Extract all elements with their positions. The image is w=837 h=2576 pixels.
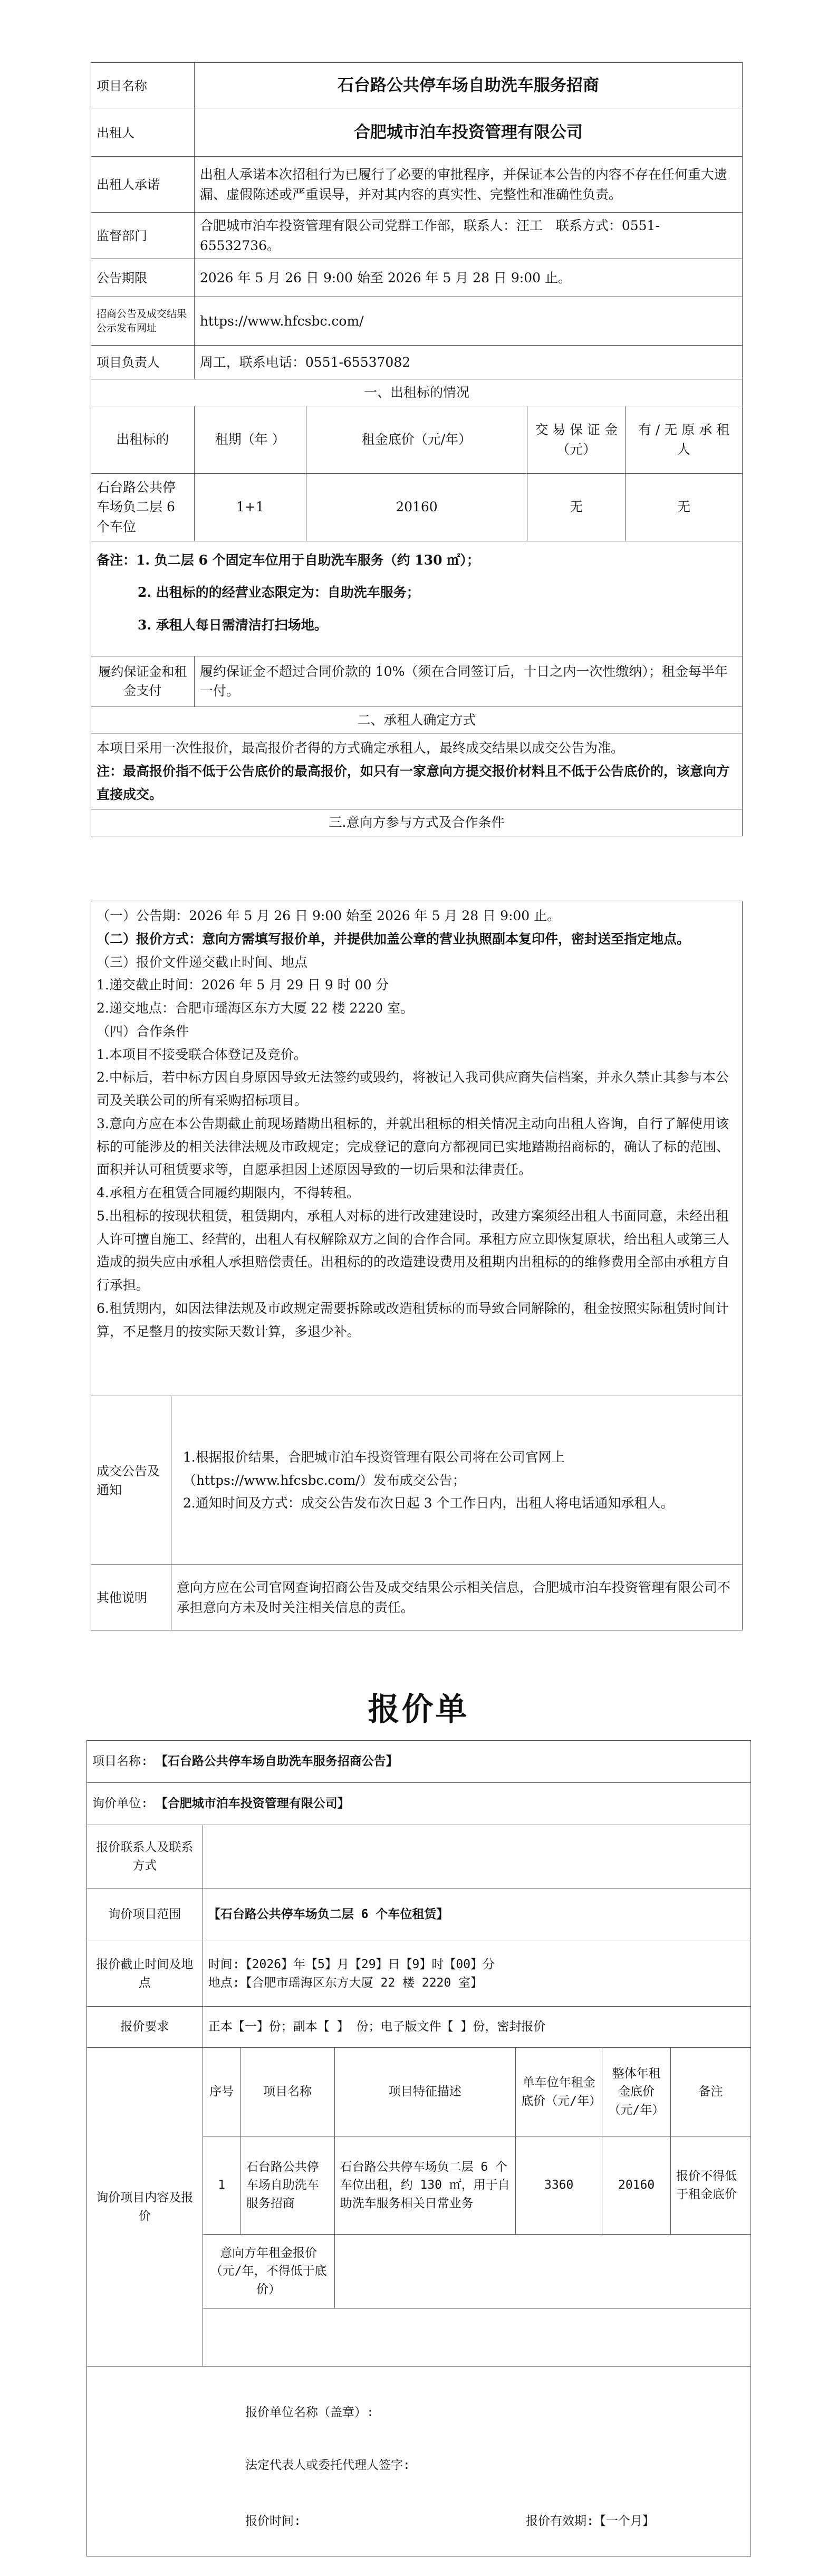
- part-line-12: 6.租赁期内，如因法律法规及市政规定需要拆除或改造租赁标的而导致合同解除的，租金按照实际租赁时间计算，不足整月的按实际天数计算，多退少补。: [97, 1300, 729, 1339]
- contact-label: 报价联系人及联系方式: [87, 1825, 203, 1888]
- h-name: 项目名称: [240, 2048, 334, 2136]
- r-remark: 报价不得低于租金底价: [671, 2136, 751, 2235]
- col-term: 租期（年 ）: [194, 406, 306, 473]
- bond-label: 履约保证金和租金支付: [91, 656, 195, 707]
- quote-project: 【石台路公共停车场自助洗车服务招商公告】: [155, 1754, 398, 1769]
- h-unit: 单车位年租金底价（元/年）: [516, 2048, 602, 2136]
- quote-unit-label: 询价单位:: [92, 1797, 148, 1811]
- notice-table: [91, 62, 743, 836]
- supervisor-text: 合肥城市泊车投资管理有限公司党群工作部，联系人：汪工 联系方式：0551-65532736。: [194, 213, 742, 259]
- participation-block: [91, 901, 743, 1396]
- project-name: 石台路公共停车场自助洗车服务招商: [194, 63, 742, 109]
- row-price: 20160: [306, 473, 527, 541]
- section-1-heading: 一、出租标的情况: [91, 379, 743, 406]
- method-text: 本项目采用一次性报价，最高报价者得的方式确定承租人，最终成交结果以成交公告为准。: [97, 740, 624, 756]
- col-target: 出租标的: [91, 406, 195, 473]
- sign-time: 报价时间:: [245, 2514, 301, 2528]
- promise-label: 出租人承诺: [91, 157, 195, 213]
- r-name: 石台路公共停车场自助洗车服务招商: [240, 2136, 334, 2235]
- project-name-label: 项目名称: [91, 63, 195, 109]
- note-1: 备注：1. 负二层 6 个固定车位用于自助洗车服务（约 130 ㎡）；: [97, 552, 480, 568]
- col-lessee: 有 / 无 原 承 租 人: [626, 406, 743, 473]
- result-label: 成交公告及通知: [91, 1396, 171, 1565]
- result-block: [171, 1396, 742, 1565]
- part-line-1: （一）公告期：2026 年 5 月 26 日 9:00 始至 2026 年 5 月 28 日 9:00 止。: [97, 908, 561, 923]
- part-line-7: 1.本项目不接受联合体登记及竞价。: [97, 1046, 307, 1062]
- quote-project-label: 项目名称:: [92, 1754, 148, 1769]
- row-deposit: 无: [527, 473, 626, 541]
- lessor-label: 出租人: [91, 109, 195, 157]
- offer-label: 意向方年租金报价（元/年，不得低于底价）: [203, 2235, 334, 2308]
- r-unit: 3360: [516, 2136, 602, 2235]
- other-text: 意向方应在公司官网查询招商公告及成交结果公示相关信息，合肥城市泊车投资管理有限公司不承担意向方未及时关注相关信息的责任。: [171, 1565, 742, 1630]
- deadline-block: [203, 1941, 751, 2007]
- part-line-4: 1.递交截止时间：2026 年 5 月 29 日 9 时 00 分: [97, 977, 389, 993]
- sign-unit: 报价单位名称（盖章）:: [245, 2406, 374, 2419]
- req-text: 正本【一】份；副本【 】 份；电子版文件【 】份，密封报价: [203, 2007, 751, 2048]
- website-label: 招商公告及成交结果公示发布网址: [91, 297, 195, 346]
- part-line-6: （四）合作条件: [97, 1023, 189, 1039]
- note-2: 2. 出租标的的经营业态限定为：自助洗车服务；: [138, 585, 420, 600]
- promise-text: 出租人承诺本次招租行为已履行了必要的审批程序，并保证本公告的内容不存在任何重大遗漏、虚假陈述或严重误导，并对其内容的真实性、完整性和准确性负责。: [194, 157, 742, 213]
- col-deposit: 交 易 保 证 金（元）: [527, 406, 626, 473]
- part-line-3: （三）报价文件递交截止时间、地点: [97, 954, 308, 970]
- other-label: 其他说明: [91, 1565, 171, 1630]
- owner-text: 周工，联系电话：0551-65537082: [194, 346, 742, 379]
- part-line-5: 2.递交地点：合肥市瑶海区东方大厦 22 楼 2220 室。: [97, 1000, 414, 1016]
- owner-label: 项目负责人: [91, 346, 195, 379]
- col-price: 租金底价（元/年）: [306, 406, 527, 473]
- period-label: 公告期限: [91, 259, 195, 297]
- quote-title: 报价单: [368, 1691, 469, 1728]
- row-term: 1+1: [194, 473, 306, 541]
- valid-period: 报价有效期:【一个月】: [526, 2514, 655, 2528]
- r-desc: 石台路公共停车场负二层 6 个车位出租，约 130 ㎡，用于自助洗车服务相关日常业务: [334, 2136, 516, 2235]
- scope-label: 询价项目范围: [87, 1888, 203, 1941]
- h-total: 整体年租金底价（元/年）: [602, 2048, 671, 2136]
- row-target: 石台路公共停车场负二层 6 个车位: [91, 473, 195, 541]
- quote-table: [86, 1740, 751, 2556]
- part-line-9: 3.意向方应在本公告期截止前现场踏勘出租标的，并就出租标的相关情况主动向出租人咨询，自行了解使用该标的可能涉及的相关法律法规及市政规定；完成登记的意向方都视同已实地踏勘招商标的，确认了标的范围、面积并认可租赁要求等，自愿承担因上述原因导致的一切后果和法律责任。: [97, 1115, 730, 1178]
- section-3-heading: 三.意向方参与方式及合作条件: [91, 809, 743, 836]
- website-link[interactable]: https://www.hfcsbc.com/: [194, 297, 742, 346]
- period-text: 2026 年 5 月 26 日 9:00 始至 2026 年 5 月 28 日 9:00 止。: [194, 259, 742, 297]
- part-line-2: （二）报价方式：意向方需填写报价单，并提供加盖公章的营业执照副本复印件，密封送至指定地点。: [97, 931, 690, 947]
- section-2-heading: 二、承租人确定方式: [91, 707, 743, 733]
- scope-text: 【石台路公共停车场负二层 6 个车位租赁】: [203, 1888, 751, 1941]
- bond-text: 履约保证金不超过合同价款的 10%（须在合同签订后，十日之内一次性缴纳）；租金每半年一付。: [194, 656, 742, 707]
- quote-unit: 【合肥城市泊车投资管理有限公司】: [155, 1797, 350, 1811]
- project-row: [87, 1741, 751, 1783]
- lessor-name: 合肥城市泊车投资管理有限公司: [194, 109, 742, 157]
- deadline-label: 报价截止时间及地点: [87, 1941, 203, 2007]
- deadline-time: 时间:【2026】年【5】月【29】日【9】时【00】分: [208, 1958, 495, 1971]
- h-desc: 项目特征描述: [334, 2048, 516, 2136]
- h-no: 序号: [203, 2048, 240, 2136]
- method-block: [91, 733, 743, 809]
- supervisor-label: 监督部门: [91, 213, 195, 259]
- part-line-10: 4.承租方在租赁合同履约期限内，不得转租。: [97, 1185, 360, 1200]
- h-remark: 备注: [671, 2048, 751, 2136]
- result-line-2: 2.通知时间及方式：成交公告发布次日起 3 个工作日内，出租人将电话通知承租人。: [182, 1495, 674, 1511]
- req-label: 报价要求: [87, 2007, 203, 2048]
- participation-table: [91, 901, 743, 1630]
- signature-block: [87, 2367, 751, 2556]
- notes-block: [91, 541, 743, 656]
- unit-row: [87, 1783, 751, 1825]
- row-lessee: 无: [626, 473, 743, 541]
- note-3: 3. 承租人每日需清洁打扫场地。: [138, 617, 328, 633]
- offer-extra-field: [203, 2308, 751, 2367]
- result-line-1: 1.根据报价结果，合肥城市泊车投资管理有限公司将在公司官网上（https://www.hfcsbc.com/）发布成交公告；: [182, 1449, 565, 1488]
- sign-rep: 法定代表人或委托代理人签字:: [245, 2458, 410, 2472]
- method-note: 注：最高报价指不低于公告底价的最高报价，如只有一家意向方提交报价材料且不低于公告底价的，该意向方直接成交。: [97, 763, 730, 802]
- contact-field[interactable]: [203, 1825, 751, 1888]
- offer-field[interactable]: [334, 2235, 751, 2308]
- r-total: 20160: [602, 2136, 671, 2235]
- part-line-8: 2.中标后，若中标方因自身原因导致无法签约或毁约，将被记入我司供应商失信档案，并永久禁止其参与本公司及关联公司的所有采购招标项目。: [97, 1070, 729, 1108]
- deadline-place: 地点:【合肥市瑶海区东方大厦 22 楼 2220 室】: [208, 1976, 483, 1990]
- r-no: 1: [203, 2136, 240, 2235]
- content-label: 询价项目内容及报价: [87, 2048, 203, 2367]
- part-line-11: 5.出租标的按现状租赁，租赁期内，承租人对标的进行改建建设时，改建方案须经出租人书面同意，未经出租人许可擅自施工、经营的，出租人有权解除双方之间的合作合同。承租方应立即恢复原状，给出租人或第三人造成的损失应由承租人承担赔偿责任。出租标的的改造建设费用及租期内出租标的的维修费用全部由承租方自行承担。: [97, 1208, 730, 1293]
